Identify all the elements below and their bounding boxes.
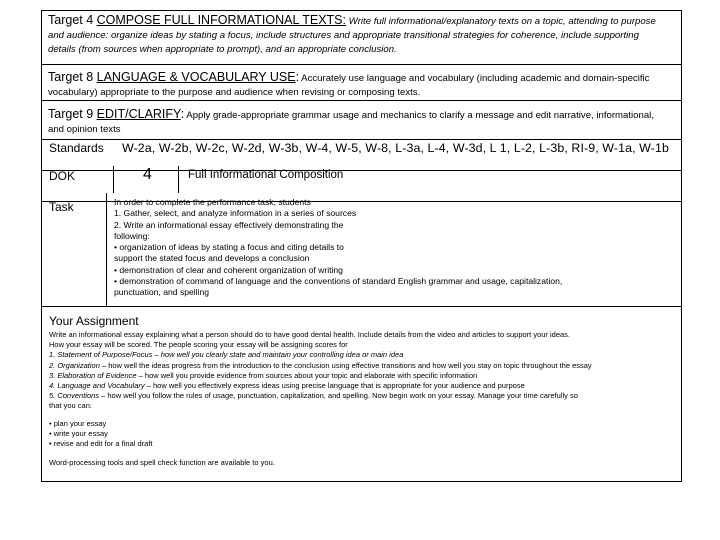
target-4-desc-line-1: and audience: organize ideas by stating a focus, include structures and appropriate transitional strategies for coherence, include supporting — [48, 30, 639, 41]
target-9-title-prefix: Target 9 — [48, 107, 97, 121]
assignment-intro-line: Write an informational essay explaining what a person should do to have good dental health. Include details from the video and articles to support your ideas. — [49, 330, 571, 339]
target-9-desc-line-1: and opinion texts — [48, 124, 121, 135]
criterion-2-rest: – how well the ideas progress from the introduction to the conclusion using effective transitions and how well you stay on topic throughout the essay — [99, 360, 592, 370]
task-line: following: — [114, 230, 150, 241]
criterion-2-lead: 2. Organization — [49, 360, 100, 370]
criterion-5-lead: 5. Conventions — [49, 391, 100, 401]
standards-value: W-2a, W-2b, W-2c, W-2d, W-3b, W-4, W-5, W-8, L-3a, L-4, W-3d, L 1, L-2, L-3b, RI-9, W-1a, W-1b — [122, 141, 669, 155]
task-line: • demonstration of command of language and the conventions of standard English grammar and usage, capitalization, — [114, 276, 563, 287]
assignment-step: • revise and edit for a final draft — [49, 439, 153, 449]
dok-title: Full Informational Composition — [188, 169, 344, 181]
target-8-title: LANGUAGE & VOCABULARY USE — [96, 70, 296, 84]
task-line: • organization of ideas by stating a focus and citing details to — [114, 242, 344, 253]
criterion-4 — [49, 381, 679, 391]
task-label: Task — [49, 200, 74, 214]
assignment-body — [49, 330, 679, 468]
target-9-desc-first: Apply grade-appropriate grammar usage and mechanics to clarify a message and edit narrative, informational, — [184, 110, 654, 121]
assignment-footer: Word-processing tools and spell check function are available to you. — [49, 458, 275, 468]
target-4-row — [42, 11, 681, 65]
target-8-row — [42, 65, 681, 101]
assignment-step: • write your essay — [49, 428, 108, 438]
criterion-5-rest: – how well you follow the rules of usage, punctuation, capitalization, and spelling. Now begin work on your essay. Manage your time carefully so — [99, 391, 578, 401]
target-9-title-suffix: : — [180, 107, 185, 121]
task-description — [114, 197, 674, 299]
target-8-title-prefix: Target 8 — [48, 70, 97, 84]
performance-task-sheet — [41, 10, 682, 482]
criterion-4-rest: – how well you effectively express ideas using precise language that is appropriate for your audience and purpose — [144, 381, 525, 391]
target-9-title: EDIT/CLARIFY — [96, 107, 181, 121]
target-4-title-prefix: Target 4 — [48, 13, 97, 27]
criterion-1-lead: 1. Statement of Purpose/Focus — [49, 350, 153, 360]
criterion-2 — [49, 361, 679, 371]
dok-label: DOK — [49, 169, 76, 183]
standards-label: Standards — [49, 141, 104, 155]
target-8-desc-line-1: vocabulary) appropriate to the purpose and audience when revising or composing texts. — [48, 87, 421, 98]
criterion-3-rest: – how well you provide evidence from sources about your topic and elaborate with specific information — [136, 370, 478, 380]
task-line: • demonstration of clear and coherent organization of writing — [114, 264, 343, 275]
task-line: 1. Gather, select, and analyze information in a series of sources — [114, 208, 357, 219]
target-4-title: COMPOSE FULL INFORMATIONAL TEXTS: — [96, 13, 346, 27]
criterion-3-lead: 3. Elaboration of Evidence — [49, 370, 137, 380]
criterion-1 — [49, 350, 679, 360]
criterion-3 — [49, 371, 679, 381]
task-line: In order to complete the performance task, students — [114, 197, 311, 207]
task-divider — [106, 193, 107, 307]
target-9-row — [42, 101, 681, 140]
assignment-step: • plan your essay — [49, 418, 107, 428]
target-8-title-suffix: : — [295, 70, 300, 84]
task-line: punctuation, and spelling — [114, 287, 210, 298]
target-4-desc-line-2: details (from sources when appropriate to prompt), and an appropriate conclusion. — [48, 44, 397, 55]
task-line: 2. Write an informational essay effectively demonstrating the — [114, 219, 344, 230]
dok-level: 4 — [143, 166, 152, 183]
target-4-desc-first: Write full informational/explanatory texts on a topic, attending to purpose — [345, 16, 656, 27]
assignment-closing: that you can: — [49, 401, 92, 411]
task-line: support the stated focus and develops a conclusion — [114, 253, 310, 264]
target-8-desc-first: Accurately use language and vocabulary (including academic and domain-specific — [299, 73, 650, 84]
dok-divider-right — [178, 166, 179, 193]
criterion-1-rest: – how well you clearly state and maintain your controlling idea or main idea — [152, 350, 404, 360]
assignment-intro-line: How your essay will be scored. The people scoring your essay will be assigning scores for — [49, 340, 348, 350]
criterion-4-lead: 4. Language and Vocabulary — [49, 381, 145, 391]
dok-divider-left — [113, 166, 114, 193]
assignment-title: Your Assignment — [49, 314, 139, 328]
criterion-5 — [49, 391, 679, 401]
